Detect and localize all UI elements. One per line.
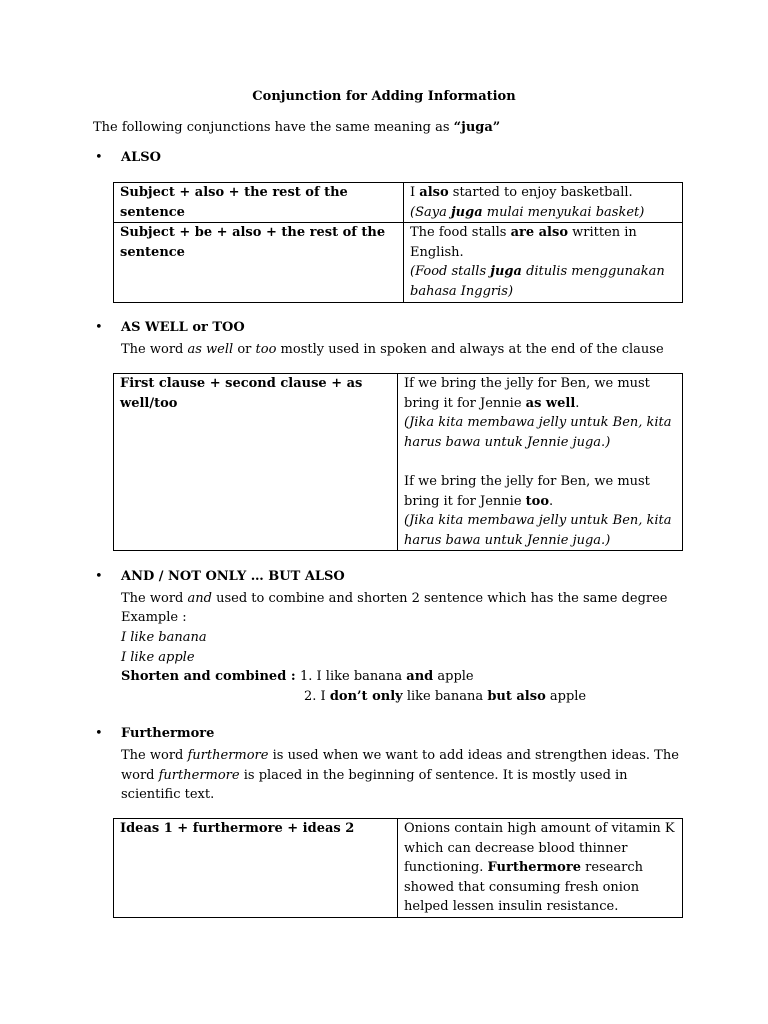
section-heading-aswell: AS WELL or TOO <box>121 320 245 335</box>
table-row <box>114 183 683 223</box>
example-label: Example : <box>121 610 187 625</box>
combined-label: Shorten and combined : <box>121 669 296 684</box>
furthermore-table <box>113 818 683 918</box>
aswell-table <box>113 373 683 551</box>
aswell-description: The word as well or too mostly used in spoken and always at the end of the clause <box>121 342 664 357</box>
combined-example-2: 2. I don’t only like banana but also apple <box>304 689 587 704</box>
section-heading-furthermore: Furthermore <box>121 726 215 741</box>
furthermore-description: The word furthermore is used when we want to add ideas and strengthen ideas. The word furthermore is placed in the beginning of sentence. It is mostly used in scientific text. <box>121 748 679 803</box>
also-table <box>113 182 683 303</box>
example-sentence-2: I like apple <box>121 650 195 665</box>
bullet-marker: • <box>95 150 103 165</box>
bullet-marker: • <box>95 726 103 741</box>
table-row <box>114 819 683 918</box>
pattern-cell: First clause + second clause + as well/too <box>114 374 398 551</box>
section-heading-also: ALSO <box>121 150 161 165</box>
combined-example-1: 1. I like banana and apple <box>300 669 474 684</box>
pattern-cell: Ideas 1 + furthermore + ideas 2 <box>114 819 398 918</box>
example-sentence-1: I like banana <box>121 630 207 645</box>
example-cell: The food stalls are also written in English. (Food stalls juga ditulis menggunakan bahasa Inggris) <box>404 223 683 302</box>
example-cell: I also started to enjoy basketball. (Saya juga mulai menyukai basket) <box>404 183 683 223</box>
bullet-marker: • <box>95 569 103 584</box>
page-title: Conjunction for Adding Information <box>252 89 516 104</box>
pattern-cell: Subject + be + also + the rest of the sentence <box>114 223 404 302</box>
example-cell: If we bring the jelly for Ben, we must bring it for Jennie as well. (Jika kita membawa jelly untuk Ben, kita harus bawa untuk Jennie juga.) If we bring the jelly for Ben, we must bring it for Jennie too. (Jika kita membawa jelly untuk Ben, kita harus bawa untuk Jennie juga.) <box>398 374 683 551</box>
table-row <box>114 374 683 551</box>
example-cell: Onions contain high amount of vitamin K which can decrease blood thinner functioning. Furthermore research showed that consuming fresh onion helped lessen insulin resistance. <box>398 819 683 918</box>
section-heading-and: AND / NOT ONLY … BUT ALSO <box>121 569 345 584</box>
bullet-marker: • <box>95 320 103 335</box>
pattern-cell: Subject + also + the rest of the sentence <box>114 183 404 223</box>
and-description: The word and used to combine and shorten 2 sentence which has the same degree <box>121 591 668 606</box>
table-row <box>114 223 683 302</box>
intro-text: The following conjunctions have the same meaning as “juga” <box>93 120 501 135</box>
